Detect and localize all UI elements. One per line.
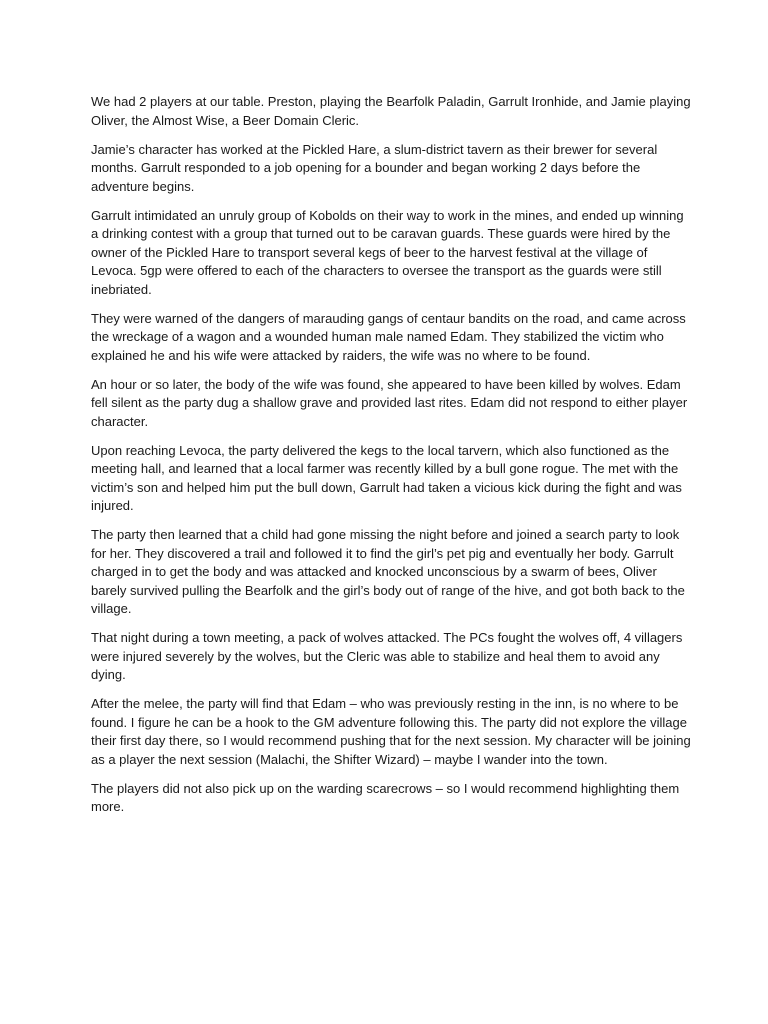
paragraph-2: Jamie’s character has worked at the Pickled Hare, a slum-district tavern as their brewer for several months. Garrult responded to a job opening for a bounder and began working 2 days before the adventure begins. <box>91 141 658 194</box>
paragraph-7: The party then learned that a child had gone missing the night before and joined a search party to look for her. They discovered a trail and followed it to find the girl’s pet pig and eventually her body. Garrult charged in to get the body and was attacked and knocked unconscious by a swarm of bees, Oliver barely survived pulling the Bearfolk and the girl’s body out of range of the hive, and got both back to the village. <box>91 527 685 616</box>
paragraph-4: They were warned of the dangers of marauding gangs of centaur bandits on the road, and came across the wreckage of a wagon and a wounded human male named Edam. They stabilized the victim who explained he and his wife were attacked by raiders, the wife was no where to be found. <box>91 310 686 363</box>
paragraph-1: We had 2 players at our table. Preston, playing the Bearfolk Paladin, Garrult Ironhide, and Jamie playing Oliver, the Almost Wise, a Beer Domain Cleric. <box>91 94 691 128</box>
paragraph-6: Upon reaching Levoca, the party delivered the kegs to the local tarvern, which also functioned as the meeting hall, and learned that a local farmer was recently killed by a bull gone rogue. The met with the victim’s son and helped him put the bull down, Garrult had taken a vicious kick during the fight and was injured. <box>91 442 682 513</box>
paragraph-8: That night during a town meeting, a pack of wolves attacked. The PCs fought the wolves off, 4 villagers were injured severely by the wolves, but the Cleric was able to stabilize and heal them to avoid any dying. <box>91 630 683 682</box>
paragraph-3: Garrult intimidated an unruly group of Kobolds on their way to work in the mines, and ended up winning a drinking contest with a group that turned out to be caravan guards. These guards were hired by the owner of the Pickled Hare to transport several kegs of beer to the harvest festival at the village of Levoca. 5gp were offered to each of the characters to oversee the transport as the guards were still inebriated. <box>91 207 684 297</box>
paragraph-5: An hour or so later, the body of the wife was found, she appeared to have been killed by wolves. Edam fell silent as the party dug a shallow grave and provided last rites. Edam did not respond to either player character. <box>91 376 688 429</box>
paragraph-9: After the melee, the party will find that Edam – who was previously resting in the inn, is no where to be found. I figure he can be a hook to the GM adventure following this. The party did not explore the village their first day there, so I would recommend pushing that for the next session. My character will be joining as a player the next session (Malachi, the Shifter Wizard) – maybe I wander into the town. <box>91 696 691 767</box>
paragraph-10: The players did not also pick up on the warding scarecrows – so I would recommend highlighting them more. <box>91 780 680 814</box>
document-body <box>91 93 691 827</box>
